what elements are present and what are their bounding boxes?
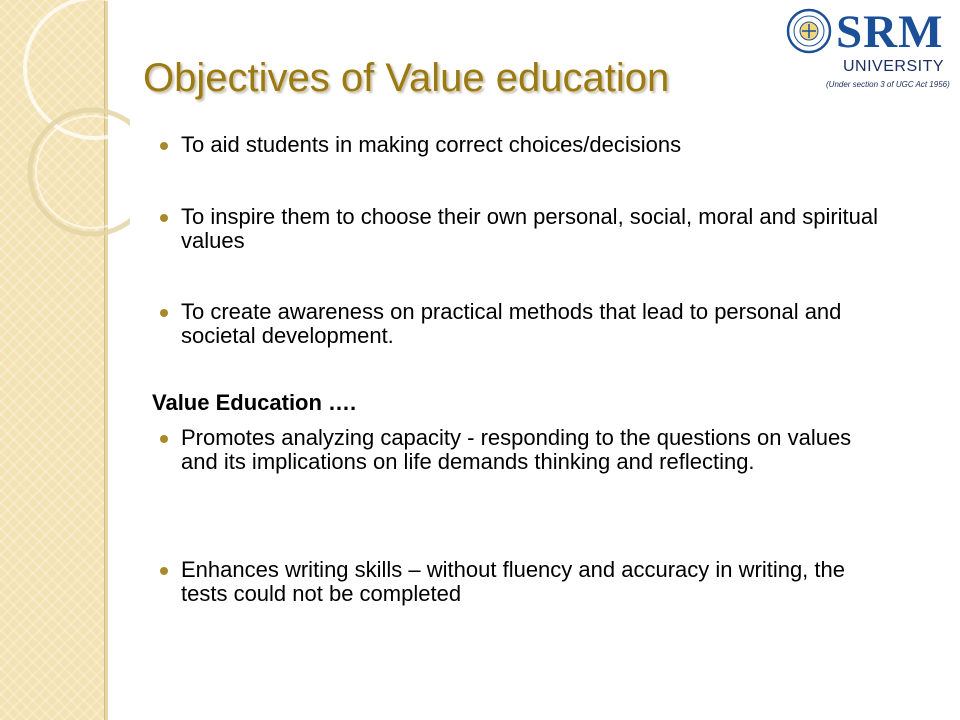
objective-text: To aid students in making correct choices/decisions xyxy=(181,132,682,157)
slide-title: Objectives of Value education xyxy=(143,56,670,100)
section-heading: Value Education …. xyxy=(152,390,357,415)
decorative-ring-small xyxy=(30,110,130,234)
logo-subtitle: UNIVERSITY xyxy=(843,58,945,75)
benefit-text: Enhances writing skills – without fluency and accuracy in writing, the tests could not be completed xyxy=(181,557,845,606)
objective-item xyxy=(160,133,880,157)
benefit-item xyxy=(160,426,880,474)
bullet-icon xyxy=(160,214,168,222)
bullet-icon xyxy=(160,142,168,150)
objective-item xyxy=(160,300,880,348)
university-seal-icon xyxy=(786,8,832,54)
benefit-item xyxy=(160,558,880,606)
bullet-icon xyxy=(160,309,168,317)
bullet-icon xyxy=(160,435,168,443)
objective-text: To inspire them to choose their own personal, social, moral and spiritual values xyxy=(181,204,879,253)
logo-name: SRM xyxy=(836,6,944,58)
bullet-icon xyxy=(160,567,168,575)
objective-text: To create awareness on practical methods that lead to personal and societal development. xyxy=(181,299,842,348)
logo-note: (Under section 3 of UGC Act 1956) xyxy=(826,80,950,89)
benefit-text: Promotes analyzing capacity - responding to the questions on values and its implications on life demands thinking and reflecting. xyxy=(181,425,852,474)
objective-item xyxy=(160,205,880,253)
srm-university-logo xyxy=(786,6,956,92)
decorative-rings xyxy=(0,0,130,240)
